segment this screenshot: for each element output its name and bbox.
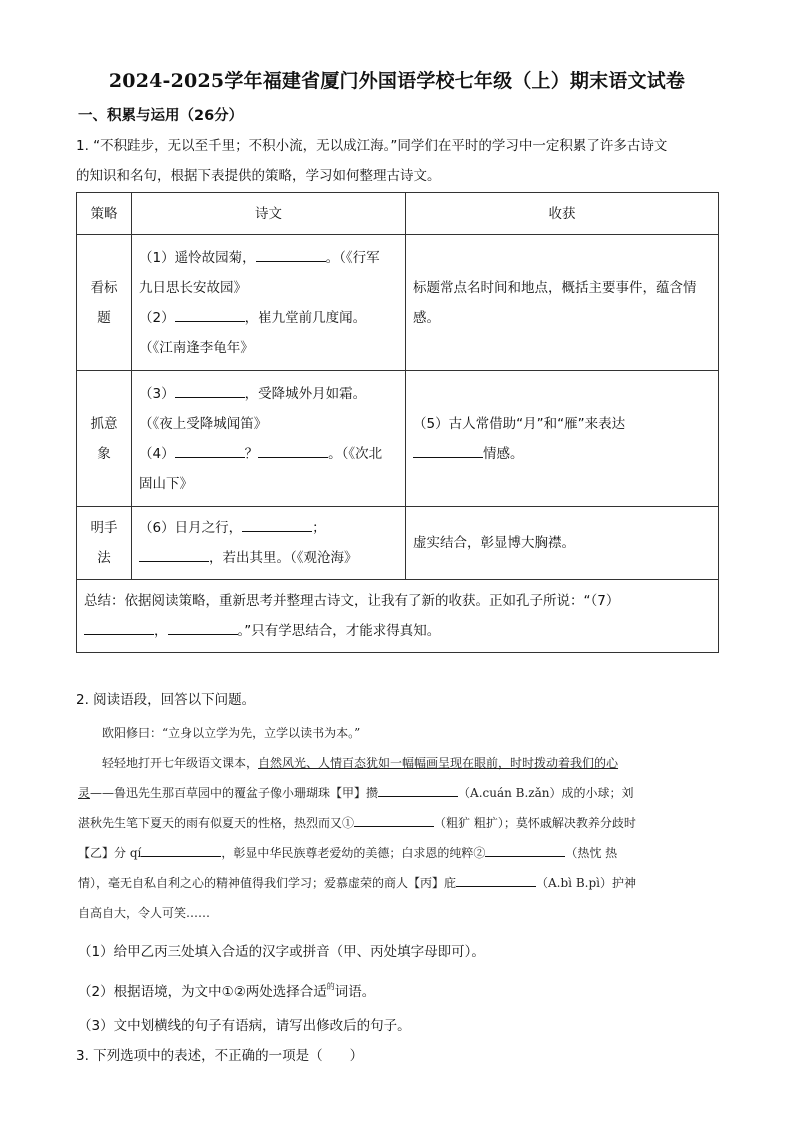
passage-text: 自高自大，令人可笑…… — [78, 906, 211, 920]
poem-cell — [132, 507, 406, 580]
answer-blank[interactable] — [242, 514, 312, 532]
page-title: 2024-2025学年福建省厦门外国语学校七年级（上）期末语文试卷 — [108, 70, 686, 92]
answer-blank[interactable] — [413, 440, 483, 458]
question-1-stem — [76, 131, 718, 191]
strategy-text: 象 — [97, 445, 111, 462]
question-2-sub-2 — [78, 980, 375, 1000]
question-2-stem: 2. 阅读语段，回答以下问题。 — [76, 692, 256, 708]
poem-text: （3） — [139, 385, 175, 402]
passage-text: 轻轻地打开七年级语文课本， — [102, 756, 259, 770]
answer-blank[interactable] — [139, 544, 209, 562]
poem-cell — [132, 235, 406, 371]
passage-text: 湛秋先生笔下夏天的雨有似夏天的性格，热烈而又① — [78, 816, 355, 830]
gain-text: 虚实结合，彰显博大胸襟。 — [413, 535, 575, 551]
strategy-cell — [77, 235, 132, 371]
sub-text: （2）根据语境，为文中①②两处选择合适 — [78, 984, 327, 1000]
poem-text: （6）日月之行， — [139, 520, 243, 536]
summary-text: ， — [154, 623, 168, 639]
answer-blank[interactable] — [168, 617, 238, 635]
gain-text: 情感。 — [483, 445, 524, 462]
strategy-cell — [77, 371, 132, 507]
gain-text: 标题常点名时间和地点，概括主要事件，蕴含情 — [413, 279, 697, 296]
poetry-strategy-table — [76, 192, 719, 653]
answer-blank[interactable] — [175, 380, 245, 398]
answer-blank[interactable] — [175, 304, 245, 322]
strategy-text: 抓意 — [90, 415, 118, 432]
poem-text: （《江南逢李龟年》 — [139, 339, 254, 356]
question-1-line-1: 1. “不积跬步，无以至千里；不积小流，无以成江海。”同学们在平时的学习中一定积累了许多古诗文 — [76, 138, 668, 154]
table-summary-row — [77, 580, 719, 653]
gain-cell — [406, 371, 719, 507]
poem-text: 。（《次北 — [328, 445, 383, 462]
poem-text: （4） — [139, 445, 175, 462]
poem-text: ，崔九堂前几度闻。 — [244, 309, 367, 326]
passage-text: （A.cuán B.zǎn）成的小球；刘 — [458, 786, 634, 800]
poem-text: 。（《行军 — [325, 249, 380, 266]
summary-cell — [77, 580, 719, 653]
passage-text: ，彰显中华民族尊老爱幼的美德；白求恩的纯粹② — [221, 846, 486, 860]
underlined-sentence: 灵 — [78, 786, 91, 800]
answer-blank[interactable] — [258, 440, 328, 458]
passage-text: （A.bì B.pì）护神 — [536, 876, 636, 890]
poem-text: （2） — [139, 309, 175, 326]
poem-text: 固山下》 — [139, 475, 193, 492]
question-2-sub-3: （3）文中划横线的句子有语病，请写出修改后的句子。 — [78, 1018, 411, 1034]
answer-blank[interactable] — [256, 244, 326, 262]
answer-blank[interactable] — [485, 839, 565, 857]
sub-text: 词语。 — [334, 984, 376, 1000]
passage-text: ——鲁迅先生那百草园中的覆盆子像小珊瑚珠【甲】攒 — [90, 786, 379, 800]
gain-text: （5）古人常借助“月”和“雁”来表达 — [413, 415, 626, 432]
gain-text: 感。 — [413, 309, 440, 326]
passage-text: 【乙】分 qí — [78, 846, 142, 860]
passage-text: （热忱 热 — [565, 846, 618, 860]
strategy-text: 看标 — [90, 279, 118, 296]
summary-text: 。”只有学思结合，才能求得真知。 — [237, 623, 441, 639]
section-heading: 一、积累与运用（26分） — [78, 108, 244, 124]
gain-cell — [406, 235, 719, 371]
header-gain: 收获 — [406, 193, 719, 235]
answer-blank[interactable] — [84, 617, 154, 635]
underlined-sentence: 自然风光、人情百态犹如一幅幅画呈现在眼前，时时拨动着我们的心 — [258, 756, 619, 770]
poem-text: （1）遥怜故园菊， — [139, 249, 256, 266]
reading-passage — [78, 718, 720, 928]
question-3-stem: 3. 下列选项中的表述，不正确的一项是（ ） — [76, 1048, 364, 1064]
table-row — [77, 507, 719, 580]
table-row — [77, 235, 719, 371]
poem-text: ，受降城外月如霜。 — [244, 385, 367, 402]
answer-blank[interactable] — [456, 869, 536, 887]
poem-text: （《夜上受降城闻笛》 — [139, 415, 268, 432]
gain-cell — [406, 507, 719, 580]
answer-blank[interactable] — [378, 779, 458, 797]
poem-text: ？ — [244, 445, 259, 462]
header-poem: 诗文 — [132, 193, 406, 235]
answer-blank[interactable] — [354, 809, 434, 827]
poem-text: ，若出其里。（《观沧海》 — [209, 550, 358, 566]
poem-text: ； — [312, 520, 326, 536]
poem-text: 九日思长安故园》 — [139, 279, 247, 296]
strategy-cell — [77, 507, 132, 580]
summary-text: 总结：依据阅读策略，重新思考并整理古诗文，让我有了新的收获。正如孔子所说：“（7） — [84, 593, 620, 609]
answer-blank[interactable] — [141, 839, 221, 857]
table-header-row — [77, 193, 719, 235]
strategy-text: 法 — [97, 550, 111, 566]
passage-text: 情），毫无自私自利之心的精神值得我们学习；爱慕虚荣的商人【丙】庇 — [78, 876, 457, 890]
passage-text: （粗犷 粗扩）；莫怀戚解决教养分歧时 — [434, 816, 636, 830]
sub-text-mark: 的 — [326, 982, 335, 991]
passage-quote: 欧阳修曰：“立身以立学为先，立学以读书为本。” — [102, 726, 361, 740]
strategy-text: 明手 — [90, 520, 118, 536]
strategy-text: 题 — [97, 309, 111, 326]
poem-cell — [132, 371, 406, 507]
question-2-sub-1: （1）给甲乙丙三处填入合适的汉字或拼音（甲、丙处填字母即可）。 — [78, 944, 485, 960]
answer-blank[interactable] — [175, 440, 245, 458]
table-row — [77, 371, 719, 507]
header-strategy: 策略 — [77, 193, 132, 235]
question-1-line-2: 的知识和名句，根据下表提供的策略，学习如何整理古诗文。 — [76, 168, 441, 184]
